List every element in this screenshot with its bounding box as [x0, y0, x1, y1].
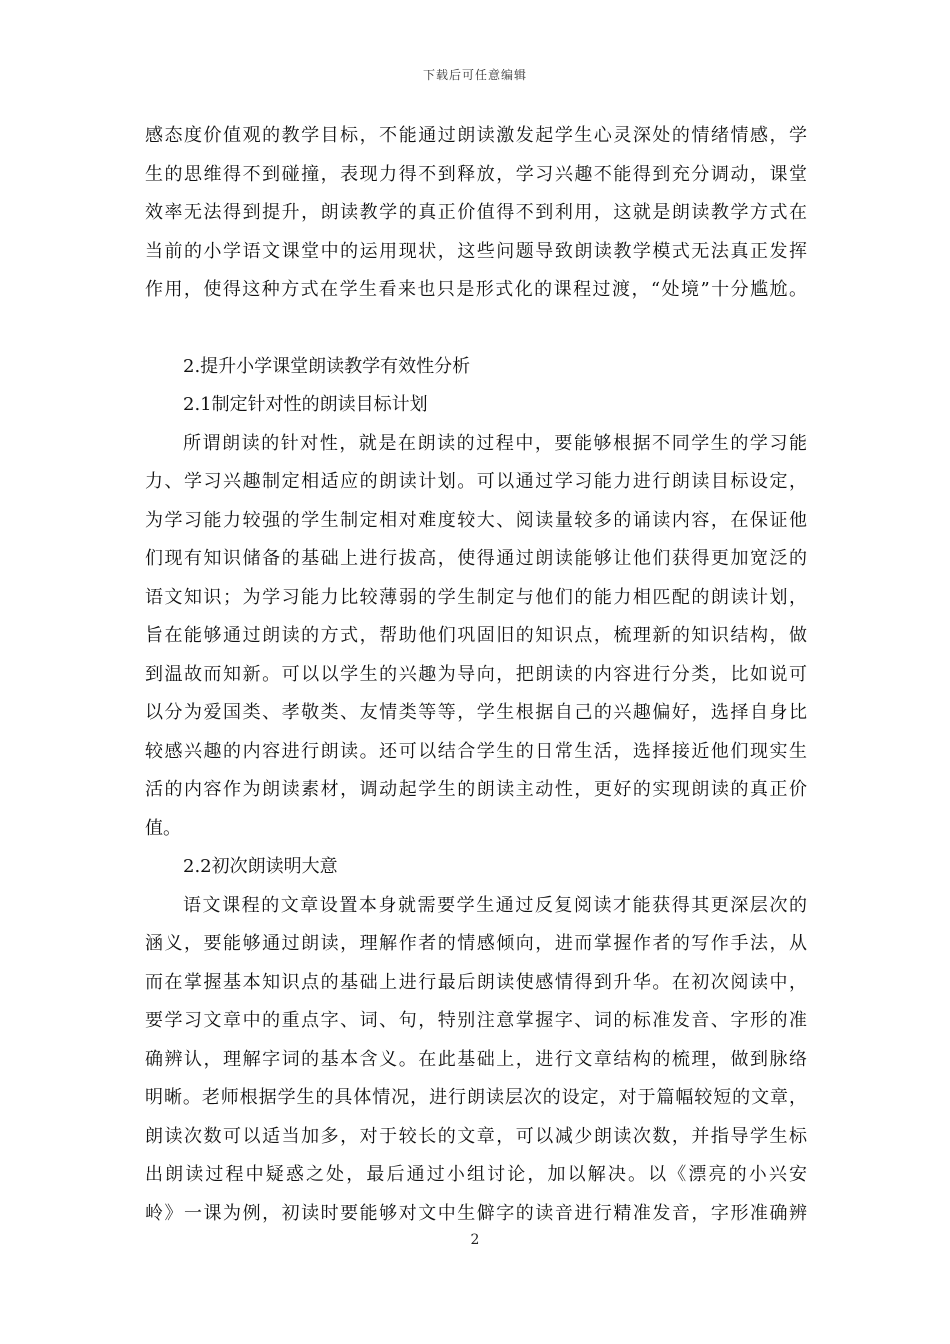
text-line: 语文知识；为学习能力比较薄弱的学生制定与他们的能力相匹配的朗读计划，	[145, 586, 807, 608]
section-heading-2: 2.提升小学课堂朗读教学有效性分析	[183, 355, 471, 377]
text-line: 当前的小学语文课堂中的运用现状，这些问题导致朗读教学模式无法真正发挥	[145, 240, 807, 262]
text-line: 作用，使得这种方式在学生看来也只是形式化的课程过渡，“处境”十分尴尬。	[145, 279, 807, 300]
page-number: 2	[470, 1232, 480, 1248]
text-line: 活的内容作为朗读素材，调动起学生的朗读主动性，更好的实现朗读的真正价	[145, 779, 807, 800]
page-header: 下载后可任意编辑	[422, 68, 527, 82]
section-heading-2-1: 2.1制定针对性的朗读目标计划	[183, 394, 428, 415]
text-line: 生的思维得不到碰撞，表现力得不到释放，学习兴趣不能得到充分调动，课堂	[145, 163, 807, 185]
text-line: 涵义，要能够通过朗读，理解作者的情感倾向，进而掌握作者的写作手法，从	[145, 933, 807, 954]
text-line: 到温故而知新。可以以学生的兴趣为导向，把朗读的内容进行分类，比如说可	[145, 663, 807, 685]
text-line: 值。	[145, 817, 181, 839]
paragraph-2-2	[145, 887, 807, 1234]
section-heading-2-2: 2.2初次朗读明大意	[183, 856, 338, 877]
text-line: 语文课程的文章设置本身就需要学生通过反复阅读才能获得其更深层次的	[183, 894, 807, 916]
text-line: 而在掌握基本知识点的基础上进行最后朗读使感情得到升华。在初次阅读中，	[145, 971, 807, 993]
text-line: 出朗读过程中疑惑之处，最后通过小组讨论，加以解决。以《漂亮的小兴安	[145, 1164, 807, 1185]
text-line: 力、学习兴趣制定相适应的朗读计划。可以通过学习能力进行朗读目标设定，	[145, 471, 807, 492]
text-line: 为学习能力较强的学生制定相对难度较大、阅读量较多的诵读内容，在保证他	[145, 509, 807, 531]
text-line: 确辨认，理解字词的基本含义。在此基础上，进行文章结构的梳理，做到脉络	[145, 1048, 807, 1070]
paragraph-continued	[145, 117, 807, 310]
document-body	[145, 117, 807, 1233]
text-line: 旨在能够通过朗读的方式，帮助他们巩固旧的知识点，梳理新的知识结构，做	[145, 625, 807, 646]
text-line: 以分为爱国类、孝敬类、友情类等等，学生根据自己的兴趣偏好，选择自身比	[145, 702, 807, 723]
text-line: 岭》一课为例，初读时要能够对文中生僻字的读音进行精准发音，字形准确辨	[145, 1202, 807, 1224]
text-line: 所谓朗读的针对性，就是在朗读的过程中，要能够根据不同学生的学习能	[183, 432, 807, 454]
text-line: 朗读次数可以适当加多，对于较长的文章，可以减少朗读次数，并指导学生标	[145, 1125, 807, 1147]
text-line: 较感兴趣的内容进行朗读。还可以结合学生的日常生活，选择接近他们现实生	[145, 740, 807, 762]
text-line: 们现有知识储备的基础上进行拔高，使得通过朗读能够让他们获得更加宽泛的	[145, 548, 807, 569]
text-line: 要学习文章中的重点字、词、句，特别注意掌握字、词的标准发音、字形的准	[145, 1010, 807, 1031]
paragraph-2-1	[145, 425, 807, 849]
paragraph-gap	[145, 310, 807, 348]
text-line: 效率无法得到提升，朗读教学的真正价值得不到利用，这就是朗读教学方式在	[145, 202, 807, 223]
text-line: 感态度价值观的教学目标，不能通过朗读激发起学生心灵深处的情绪情感，学	[145, 125, 807, 146]
text-line: 明晰。老师根据学生的具体情况，进行朗读层次的设定，对于篇幅较短的文章，	[145, 1087, 807, 1108]
